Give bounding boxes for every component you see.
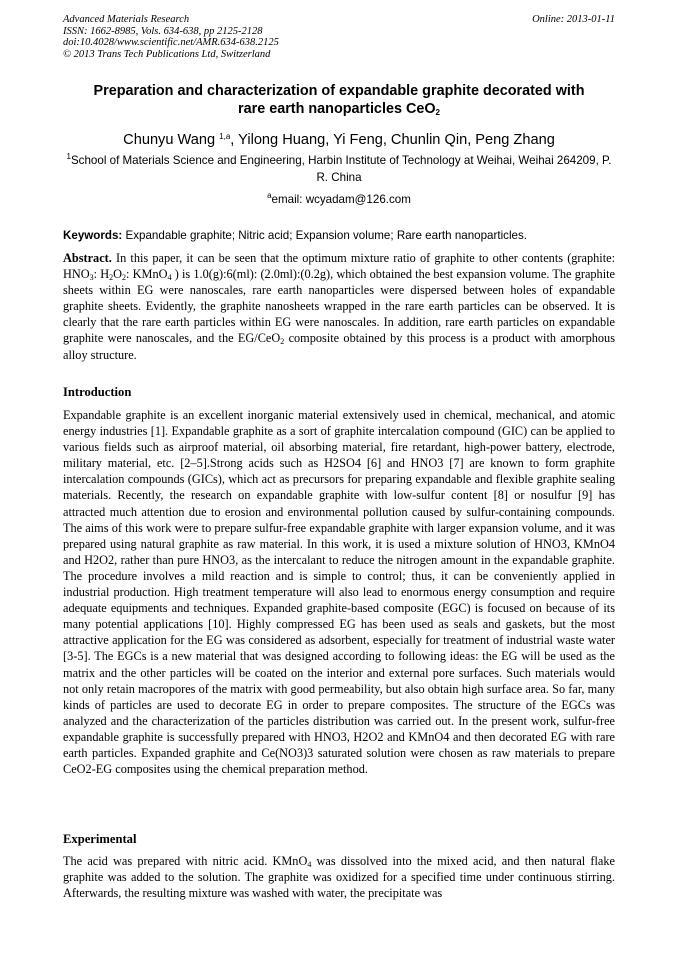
experimental-paragraph bbox=[63, 853, 615, 901]
abstract-text: ) is 1.0(g):6(ml): (2.0ml):(0.2g), which obtained the best expansion volume. The graphite sheets within EG were nanoscales, rare earth nanoparticles were dispersed between holes of expandable graphite sheets. Evidently, the graphite nanosheets wrapped in the rare earth particles can be observed. It is clearly that the rare earth particles within EG were nanoscales. In addition, rare earth particles on expandable graphite were nanoscales, and the EG/CeO bbox=[63, 267, 615, 346]
abstract-subscript: 2 bbox=[122, 273, 127, 283]
first-author: Chunyu Wang bbox=[123, 132, 220, 148]
abstract-subscript: 4 bbox=[167, 273, 172, 283]
experimental-subscript: 4 bbox=[307, 860, 312, 869]
title-line-1: Preparation and characterization of expandable graphite decorated with bbox=[93, 83, 585, 99]
email-marker: a bbox=[267, 191, 272, 200]
abstract-label: Abstract. bbox=[63, 251, 112, 265]
abstract-text: composite obtained by this process is a product with amorphous alloy structure. bbox=[63, 331, 615, 362]
experimental-heading: Experimental bbox=[63, 832, 137, 846]
email-text: email: wcyadam@126.com bbox=[271, 193, 411, 206]
title-line-2-text: rare earth nanoparticles CeO bbox=[237, 101, 436, 117]
author-email bbox=[63, 193, 615, 207]
paper-title bbox=[50, 82, 628, 118]
copyright-line: © 2013 Trans Tech Publications Ltd, Switzerland bbox=[63, 48, 271, 60]
abstract bbox=[63, 250, 615, 363]
author-list bbox=[40, 131, 638, 149]
keywords-text: Expandable graphite; Nitric acid; Expansion volume; Rare earth nanoparticles. bbox=[122, 229, 527, 242]
affiliation bbox=[63, 152, 615, 186]
title-subscript: 2 bbox=[435, 108, 440, 117]
keywords bbox=[63, 229, 623, 243]
abstract-text: In this paper, it can be seen that the optimum mixture ratio of graphite to other contents (graphite: HNO bbox=[63, 251, 615, 282]
abstract-text: : H bbox=[93, 267, 110, 282]
abstract-subscript: 3 bbox=[89, 273, 94, 283]
journal-name: Advanced Materials Research bbox=[63, 14, 190, 25]
issn-line: ISSN: 1662-8985, Vols. 634-638, pp 2125-2128 bbox=[63, 25, 263, 37]
doi-line: doi:10.4028/www.scientific.net/AMR.634-638.2125 bbox=[63, 37, 279, 49]
abstract-subscript: 2 bbox=[280, 337, 285, 347]
affiliation-marker: 1 bbox=[66, 152, 71, 161]
journal-header bbox=[63, 14, 615, 60]
introduction-paragraph: Expandable graphite is an excellent inorganic material extensively used in chemical, mechanical, and atomic energy industries [1]. Expandable graphite as a sort of graphite intercalation compound (GIC) can be applied to various fields such as airproof material, oil absorbing material, fire retardant, high-power battery, electrode, military material, etc. [2–5].Strong acids such as H2SO4 [6] and HNO3 [7] are known to form graphite intercalation compounds (GICs), which act as precursors for preparing expandable and flexible graphite sealing materials. Recently, the research on expandable graphite with low-sulfur content [8] or nosulfur [9] has attracted much attention due to erosion and environmental pollution caused by sulfur-containing compounds. The aims of this work were to prepare sulfur-free expandable graphite with larger expansion volume, and it was prepared using natural graphite as raw material. In this work, it is used a mixture solution of HNO3, KMnO4 and H2O2, rather than pure HNO3, as the intercalant to reduce the nitrogen amount in the expandable graphite. The procedure involves a mild reaction and is simple to control; thus, it can be conveniently applied in industrial production. High treatment temperature will also lead to enormous energy consumption and require adequate equipments and techniques. Expanded graphite-based composite (EGC) is focused on because of its many potential applications [10]. Highly compressed EG has been used as seals and gaskets, but the most attractive application for the EG was considered as adsorbent, especially for treatment of industrial waste water [3-5]. The EGCs is a new material that was designed according to following ideas: the EG will be used as the matrix and the other particles will be coated on the interior and external pore surfaces. Such materials would not only retain macropores of the matrix with good permeability, but also obtain high surface area. So far, many kinds of particles are used to decorate EG in order to prepare composites. The structure of the EGCs was analyzed and the characterization of the particles distribution was carried out. In the present work, sulfur-free expandable graphite is successfully prepared with HNO3, H2O2 and KMnO4 and then decorated EG with rare earth particles. Expanded graphite and Ce(NO3)3 saturated solution were chosen as raw materials to prepare CeO2-EG composites using the chemical preparation method. bbox=[63, 408, 615, 777]
title-line-2 bbox=[50, 100, 628, 118]
experimental-text: The acid was prepared with nitric acid. KMnO bbox=[63, 854, 308, 868]
introduction-heading: Introduction bbox=[63, 385, 132, 399]
experimental-text: was dissolved into the mixed acid, and then natural flake graphite was added to the solution. The graphite was oxidized for a specified time under continuous stirring. Afterwards, the resulting mixture was washed with water, the precipitate was bbox=[63, 854, 615, 901]
keywords-label: Keywords: bbox=[63, 229, 123, 242]
abstract-text: O bbox=[113, 267, 123, 282]
affiliation-text: School of Materials Science and Engineering, Harbin Institute of Technology at Weihai, Weihai 264209, P. R. China bbox=[70, 154, 612, 184]
online-date: Online: 2013-01-11 bbox=[532, 14, 615, 25]
other-authors: , Yilong Huang, Yi Feng, Chunlin Qin, Peng Zhang bbox=[230, 132, 555, 148]
abstract-subscript: 2 bbox=[109, 273, 114, 283]
first-author-marker: 1,a bbox=[219, 132, 231, 141]
abstract-text: : KMnO bbox=[126, 267, 168, 282]
